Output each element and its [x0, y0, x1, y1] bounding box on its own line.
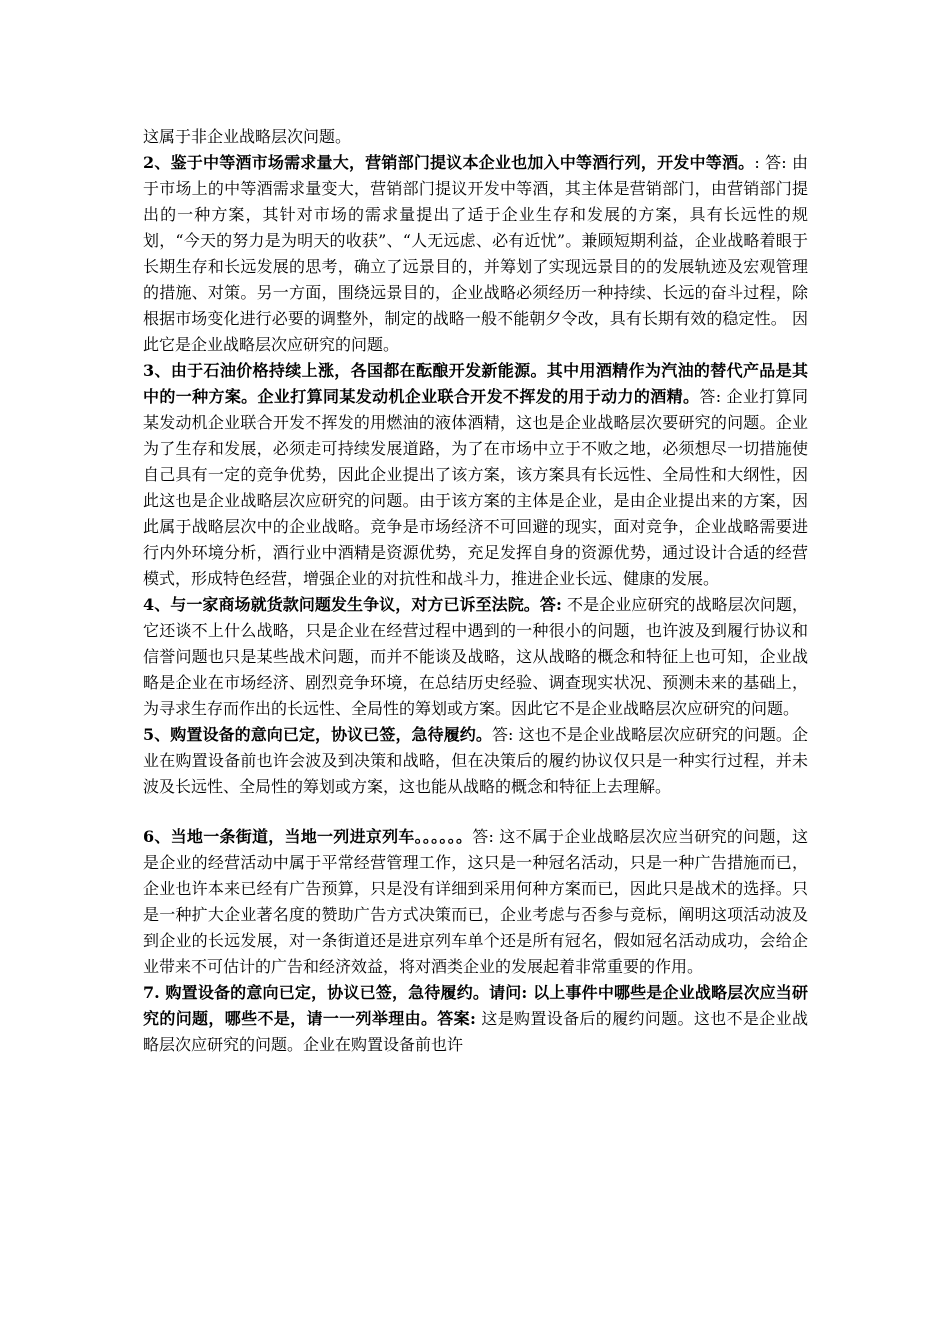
question-7-heading: 7. 购置设备的意向已定，协议已签，急待履约。请问: 以上事件中哪些是企业战略层次应当研究的问题，哪些不是，请一一列举理由。答案: [143, 983, 808, 1028]
answer-4-text: 不是企业应研究的战略层次问题，它还谈不上什么战略，只是企业在经营过程中遇到的一种很小的问题，也许波及到履行协议和信誉问题也只是某些战术问题，而并不能谈及战略，这从战略的概念和特征上也可知，企业战略是企业在市场经济、剧烈竞争环境，在总结历史经验、调查现实状况、预测未来的基础上，为寻求生存而作出的长远性、全局性的筹划或方案。因此它不是企业战略层次应研究的问题。 [143, 595, 808, 718]
paragraph-item-4 [143, 592, 808, 722]
paragraph-item-3 [143, 358, 808, 592]
answer-7-text: 这是购置设备后的履约问题。这也不是企业战略层次应研究的问题。企业在购置设备前也许 [143, 1009, 808, 1054]
answer-6-text: 答: 这不属于企业战略层次应当研究的问题，这是企业的经营活动中属于平常经营管理工作，这只是一种冠名活动，只是一种广告措施而已，企业也许本来已经有广告预算，只是没有详细到采用何种方案而已，因此只是战术的选择。只是一种扩大企业著名度的赞助广告方式决策而已，企业考虑与否参与竞标，阐明这项活动波及到企业的长远发展，对一条街道还是进京列车单个还是所有冠名，假如冠名活动成功，会给企业带来不可估计的广告和经济效益，将对酒类企业的发展起着非常重要的作用。 [143, 827, 808, 976]
paragraph-item-5 [143, 722, 808, 800]
paragraph-intro [143, 124, 808, 150]
answer-2-text: : 答: 由于市场上的中等酒需求量变大，营销部门提议开发中等酒，其主体是营销部门，由营销部门提出的一种方案，其针对市场的需求量提出了适于企业生存和发展的方案，具有长远性的规划，“今天的努力是为明天的收获”、“人无远虑、必有近忧”。兼顾短期利益，企业战略着眼于长期生存和长远发展的思考，确立了远景目的，并筹划了实现远景目的的发展轨迹及宏观管理的措施、对策。另一方面，围绕远景目的，企业战略必须经历一种持续、长远的奋斗过程，除根据市场变化进行必要的调整外，制定的战略一般不能朝夕令改，具有长期有效的稳定性。 因此它是企业战略层次应研究的问题。 [143, 153, 808, 354]
paragraph-intro-text: 这属于非企业战略层次问题。 [143, 127, 352, 146]
paragraph-item-6 [143, 824, 808, 980]
question-4-heading: 4、与一家商场就货款问题发生争议，对方已诉至法院。答: [143, 595, 562, 614]
answer-3-text: 答: 企业打算同某发动机企业联合开发不挥发的用燃油的液体酒精，这也是企业战略层次要研究的问题。企业为了生存和发展，必须走可持续发展道路，为了在市场中立于不败之地，必须想尽一切措施使自己具有一定的竞争优势，因此企业提出了该方案，该方案具有长远性、全局性和大纲性，因此这也是企业战略层次应研究的问题。由于该方案的主体是企业，是由企业提出来的方案，因此属于战略层次中的企业战略。竞争是市场经济不可回避的现实，面对竞争，企业战略需要进行内外环境分析，酒行业中酒精是资源优势，充足发挥自身的资源优势，通过设计合适的经营模式，形成特色经营，增强企业的对抗性和战斗力，推进企业长远、健康的发展。 [143, 387, 808, 588]
question-3-heading: 3、由于石油价格持续上涨，各国都在酝酿开发新能源。其中用酒精作为汽油的替代产品是其中的一种方案。企业打算同某发动机企业联合开发不挥发的用于动力的酒精。 [143, 361, 808, 406]
paragraph-item-7 [143, 980, 808, 1058]
answer-5-text: 答: 这也不是企业战略层次应研究的问题。企业在购置设备前也许会波及到决策和战略，但在决策后的履约协议仅只是一种实行过程，并未波及长远性、全局性的筹划或方案，这也能从战略的概念和特征上去理解。 [143, 725, 808, 796]
question-2-heading: 2、鉴于中等酒市场需求量大，营销部门提议本企业也加入中等酒行列，开发中等酒。 [143, 153, 755, 172]
question-6-heading: 6、当地一条街道，当地一列进京列车。。。。。。 [143, 827, 473, 846]
paragraph-spacer [143, 800, 808, 824]
document-page [143, 124, 808, 1058]
paragraph-item-2 [143, 150, 808, 358]
question-5-heading: 5、购置设备的意向已定，协议已签，急待履约。 [143, 725, 492, 744]
